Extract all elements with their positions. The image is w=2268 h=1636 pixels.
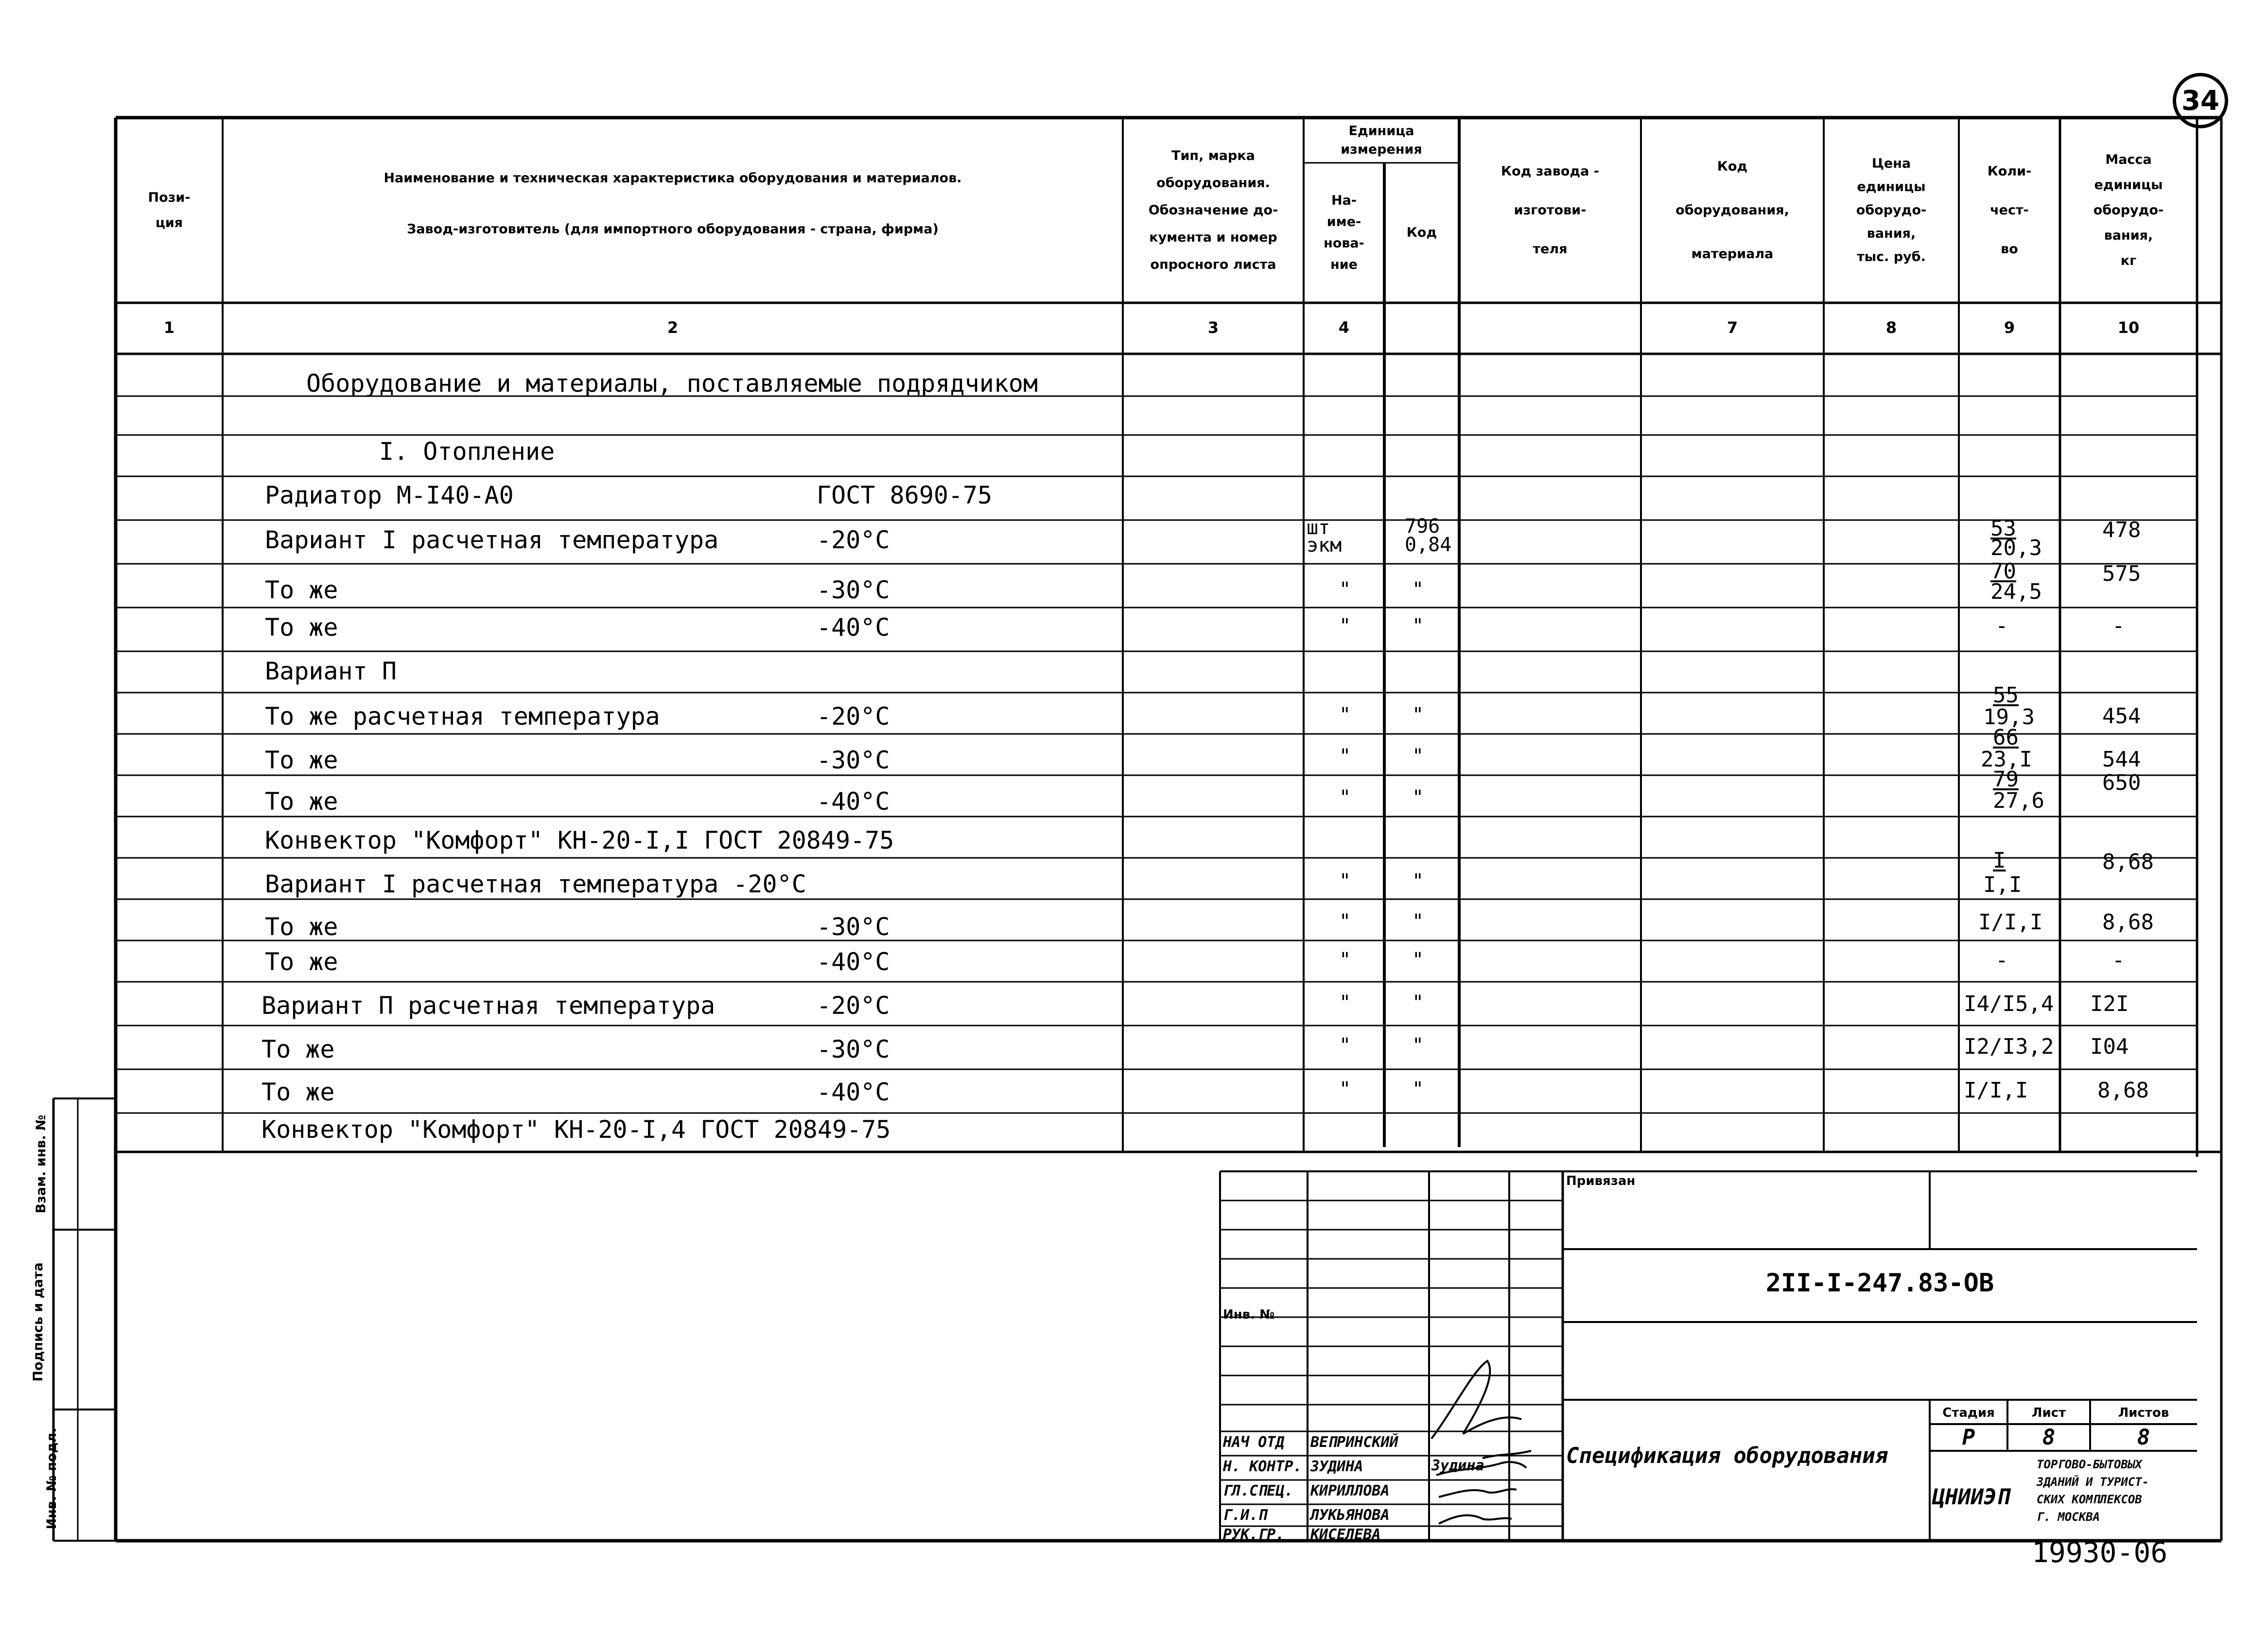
row-temp: -30°С <box>817 913 890 941</box>
row-code: " <box>1412 704 1424 726</box>
row-qty-bottom: 27,6 <box>1993 788 2044 813</box>
row-unit: " <box>1339 745 1351 767</box>
colnum-10: 10 <box>2117 318 2140 337</box>
row-name: То же <box>265 948 338 976</box>
row-mass: 575 <box>2102 561 2141 586</box>
row-qty: I4/I5,4 <box>1964 992 2054 1016</box>
row-code: " <box>1412 1034 1424 1057</box>
row-unit: " <box>1339 870 1351 892</box>
row-temp: -20°С <box>817 526 890 554</box>
row-qty-bottom: 20,3 <box>1990 536 2042 560</box>
row-name: То же <box>262 1078 335 1106</box>
row-name: То же <box>265 787 338 816</box>
row-temp: -30°С <box>817 746 890 774</box>
row-unit: шт экм <box>1307 517 1342 557</box>
row-name: Радиатор М-I40-А0 <box>265 481 514 509</box>
row-code: " <box>1412 910 1424 933</box>
header-price: Цена единицы оборудо- вания, тыс. руб. <box>1856 156 1927 264</box>
header-equipment-code: Код оборудования, материала <box>1675 158 1789 261</box>
row-qty-bottom: 24,5 <box>1990 579 2042 604</box>
row-mass: I2I <box>2090 992 2129 1016</box>
row-name: Конвектор "Комфорт" КН-20-I,4 ГОСТ 20849-75 <box>262 1115 891 1144</box>
row-name: Вариант I расчетная температура <box>265 526 719 554</box>
row-mass: - <box>2112 948 2125 973</box>
row-mass: I04 <box>2090 1034 2129 1059</box>
row-qty-top: 79 <box>1993 767 2019 792</box>
row-code: 796 0,84 <box>1405 515 1452 556</box>
row-qty-top: 55 <box>1993 683 2019 708</box>
row-unit: " <box>1339 1078 1351 1100</box>
row-qty: I/I,I <box>1964 1078 2028 1103</box>
row-unit: " <box>1339 1034 1351 1057</box>
header-unit: Единица измерения <box>1341 123 1422 157</box>
header-factory-code: Код завода - изготови- теля <box>1501 163 1599 257</box>
header-mass: Масса единицы оборудо- вания, кг <box>2093 152 2164 268</box>
doc-code: 2II-I-247.83-ОВ <box>1765 1269 1994 1298</box>
row-name: То же расчетная температура <box>265 702 660 731</box>
row-mass: 8,68 <box>2102 850 2154 874</box>
row-name: Вариант П <box>265 657 397 685</box>
colnum-3: 3 <box>1207 318 1219 337</box>
row-unit: " <box>1339 949 1351 971</box>
row-temp: -20°С <box>817 702 890 731</box>
row-mass: 478 <box>2102 518 2141 542</box>
sign-role: НАЧ ОТД <box>1223 1434 1285 1451</box>
row-name: Вариант П расчетная температура <box>262 992 715 1020</box>
row-code: " <box>1412 578 1424 601</box>
archive-number: 19930-06 <box>2032 1536 2168 1569</box>
colnum-8: 8 <box>1885 318 1897 337</box>
row-qty: I/I,I <box>1978 910 2043 935</box>
row-unit: " <box>1339 578 1351 601</box>
section-title: Оборудование и материалы, поставляемые подрядчиком <box>306 369 1038 398</box>
row-temp: -40°С <box>817 948 890 976</box>
stage-label: Стадия <box>1942 1406 1995 1420</box>
sheet-mark-text: 34 <box>2181 85 2219 117</box>
row-qty-top: 66 <box>1993 725 2019 750</box>
row-temp: -40°С <box>817 787 890 816</box>
privyazan-label: Привязан <box>1566 1174 1636 1188</box>
header-name-line1: Наименование и техническая характеристика оборудования и материалов. <box>384 171 962 186</box>
row-code: " <box>1412 992 1424 1014</box>
row-mass: 454 <box>2102 704 2141 729</box>
sign-signature: Зудина <box>1431 1457 1484 1474</box>
sign-role: Н. КОНТР. <box>1223 1458 1302 1475</box>
row-name: То же <box>262 1035 335 1063</box>
row-temp: -40°С <box>817 1078 890 1106</box>
side-label-podpis: Подпись и дата <box>31 1262 46 1382</box>
row-mass: - <box>2112 613 2125 638</box>
row-mass: 8,68 <box>2102 910 2154 935</box>
row-temp: -30°С <box>817 576 890 604</box>
subsection-title: I. Отопление <box>379 437 555 466</box>
row-temp: -20°С <box>817 992 890 1020</box>
sign-name: ЛУКЬЯНОВА <box>1310 1507 1390 1524</box>
sign-name: ВЕПРИНСКИЙ <box>1310 1434 1398 1451</box>
header-quantity: Коли- чест- во <box>1987 163 2032 257</box>
doc-title: Спецификация оборудования <box>1566 1444 1888 1468</box>
sign-name: ЗУДИНА <box>1310 1458 1363 1475</box>
row-code: " <box>1412 870 1424 892</box>
row-name: Вариант I расчетная температура -20°С <box>265 870 806 898</box>
colnum-2: 2 <box>667 318 679 337</box>
row-code: " <box>1412 949 1424 971</box>
row-standard: ГОСТ 8690-75 <box>817 481 993 509</box>
side-label-vzam: Взам. инв. № <box>34 1114 49 1214</box>
row-mass: 544 <box>2102 747 2141 772</box>
row-qty: I2/I3,2 <box>1964 1034 2054 1059</box>
sheet-label: Лист <box>2031 1406 2066 1420</box>
row-qty-top: I <box>1993 848 2006 873</box>
header-unit-code: Код <box>1406 225 1437 240</box>
row-qty: - <box>1995 948 2008 973</box>
org-description: ТОРГОВО-БЫТОВЫХ ЗДАНИЙ И ТУРИСТ- СКИХ КОМПЛЕКСОВ Г. МОСКВА <box>2037 1458 2149 1524</box>
sign-role: Г.И.П <box>1223 1507 1267 1524</box>
header-unit-name: На- име- нова- ние <box>1324 193 1364 272</box>
row-qty: - <box>1995 613 2008 638</box>
stage-value: Р <box>1962 1425 1975 1450</box>
row-unit: " <box>1339 910 1351 933</box>
row-qty-bottom: 23,I <box>1981 747 2032 772</box>
row-unit: " <box>1339 992 1351 1014</box>
row-temp: -40°С <box>817 613 890 642</box>
row-code: " <box>1412 615 1424 637</box>
row-mass: 8,68 <box>2097 1078 2149 1103</box>
sheets-value: 8 <box>2137 1425 2150 1450</box>
row-code: " <box>1412 1078 1424 1100</box>
header-name-line2: Завод-изготовитель (для импортного оборудования - страна, фирма) <box>407 222 939 237</box>
inv-no-label: Инв. № <box>1223 1307 1275 1322</box>
org-name: ЦНИИЭП <box>1932 1485 2009 1510</box>
row-qty-top: 70 <box>1990 559 2016 584</box>
row-code: " <box>1412 786 1424 809</box>
row-temp: -30°С <box>817 1035 890 1063</box>
colnum-4: 4 <box>1338 318 1350 337</box>
colnum-7: 7 <box>1727 318 1738 337</box>
row-name: То же <box>265 913 338 941</box>
colnum-9: 9 <box>2004 318 2015 337</box>
row-qty-top: 53 <box>1990 516 2016 541</box>
header-name <box>223 118 1123 303</box>
row-name: Конвектор "Комфорт" КН-20-I,I ГОСТ 20849-75 <box>265 826 894 854</box>
row-name: То же <box>265 576 338 604</box>
sign-name: КИСЕЛЕВА <box>1310 1526 1381 1543</box>
sign-name: КИРИЛЛОВА <box>1310 1482 1390 1499</box>
row-mass: 650 <box>2102 770 2141 795</box>
sheet-value: 8 <box>2042 1425 2056 1450</box>
row-unit: " <box>1339 615 1351 637</box>
row-qty-bottom: I,I <box>1983 872 2022 897</box>
sign-role: РУК.ГР. <box>1223 1526 1285 1543</box>
row-name: То же <box>265 746 338 774</box>
row-name: То же <box>265 613 338 642</box>
row-code: " <box>1412 745 1424 767</box>
row-unit: " <box>1339 786 1351 809</box>
side-label-inv-podl: Инв. № подл. <box>44 1427 59 1530</box>
sheets-label: Листов <box>2118 1406 2169 1420</box>
sign-role: ГЛ.СПЕЦ. <box>1223 1482 1293 1499</box>
colnum-1: 1 <box>163 318 175 337</box>
header-type: Тип, марка оборудования. Обозначение до- кумента и номер опросного листа <box>1148 148 1278 272</box>
header-position: Пози- ция <box>148 190 191 230</box>
row-qty-bottom: 19,3 <box>1983 705 2035 730</box>
row-unit: " <box>1339 704 1351 726</box>
